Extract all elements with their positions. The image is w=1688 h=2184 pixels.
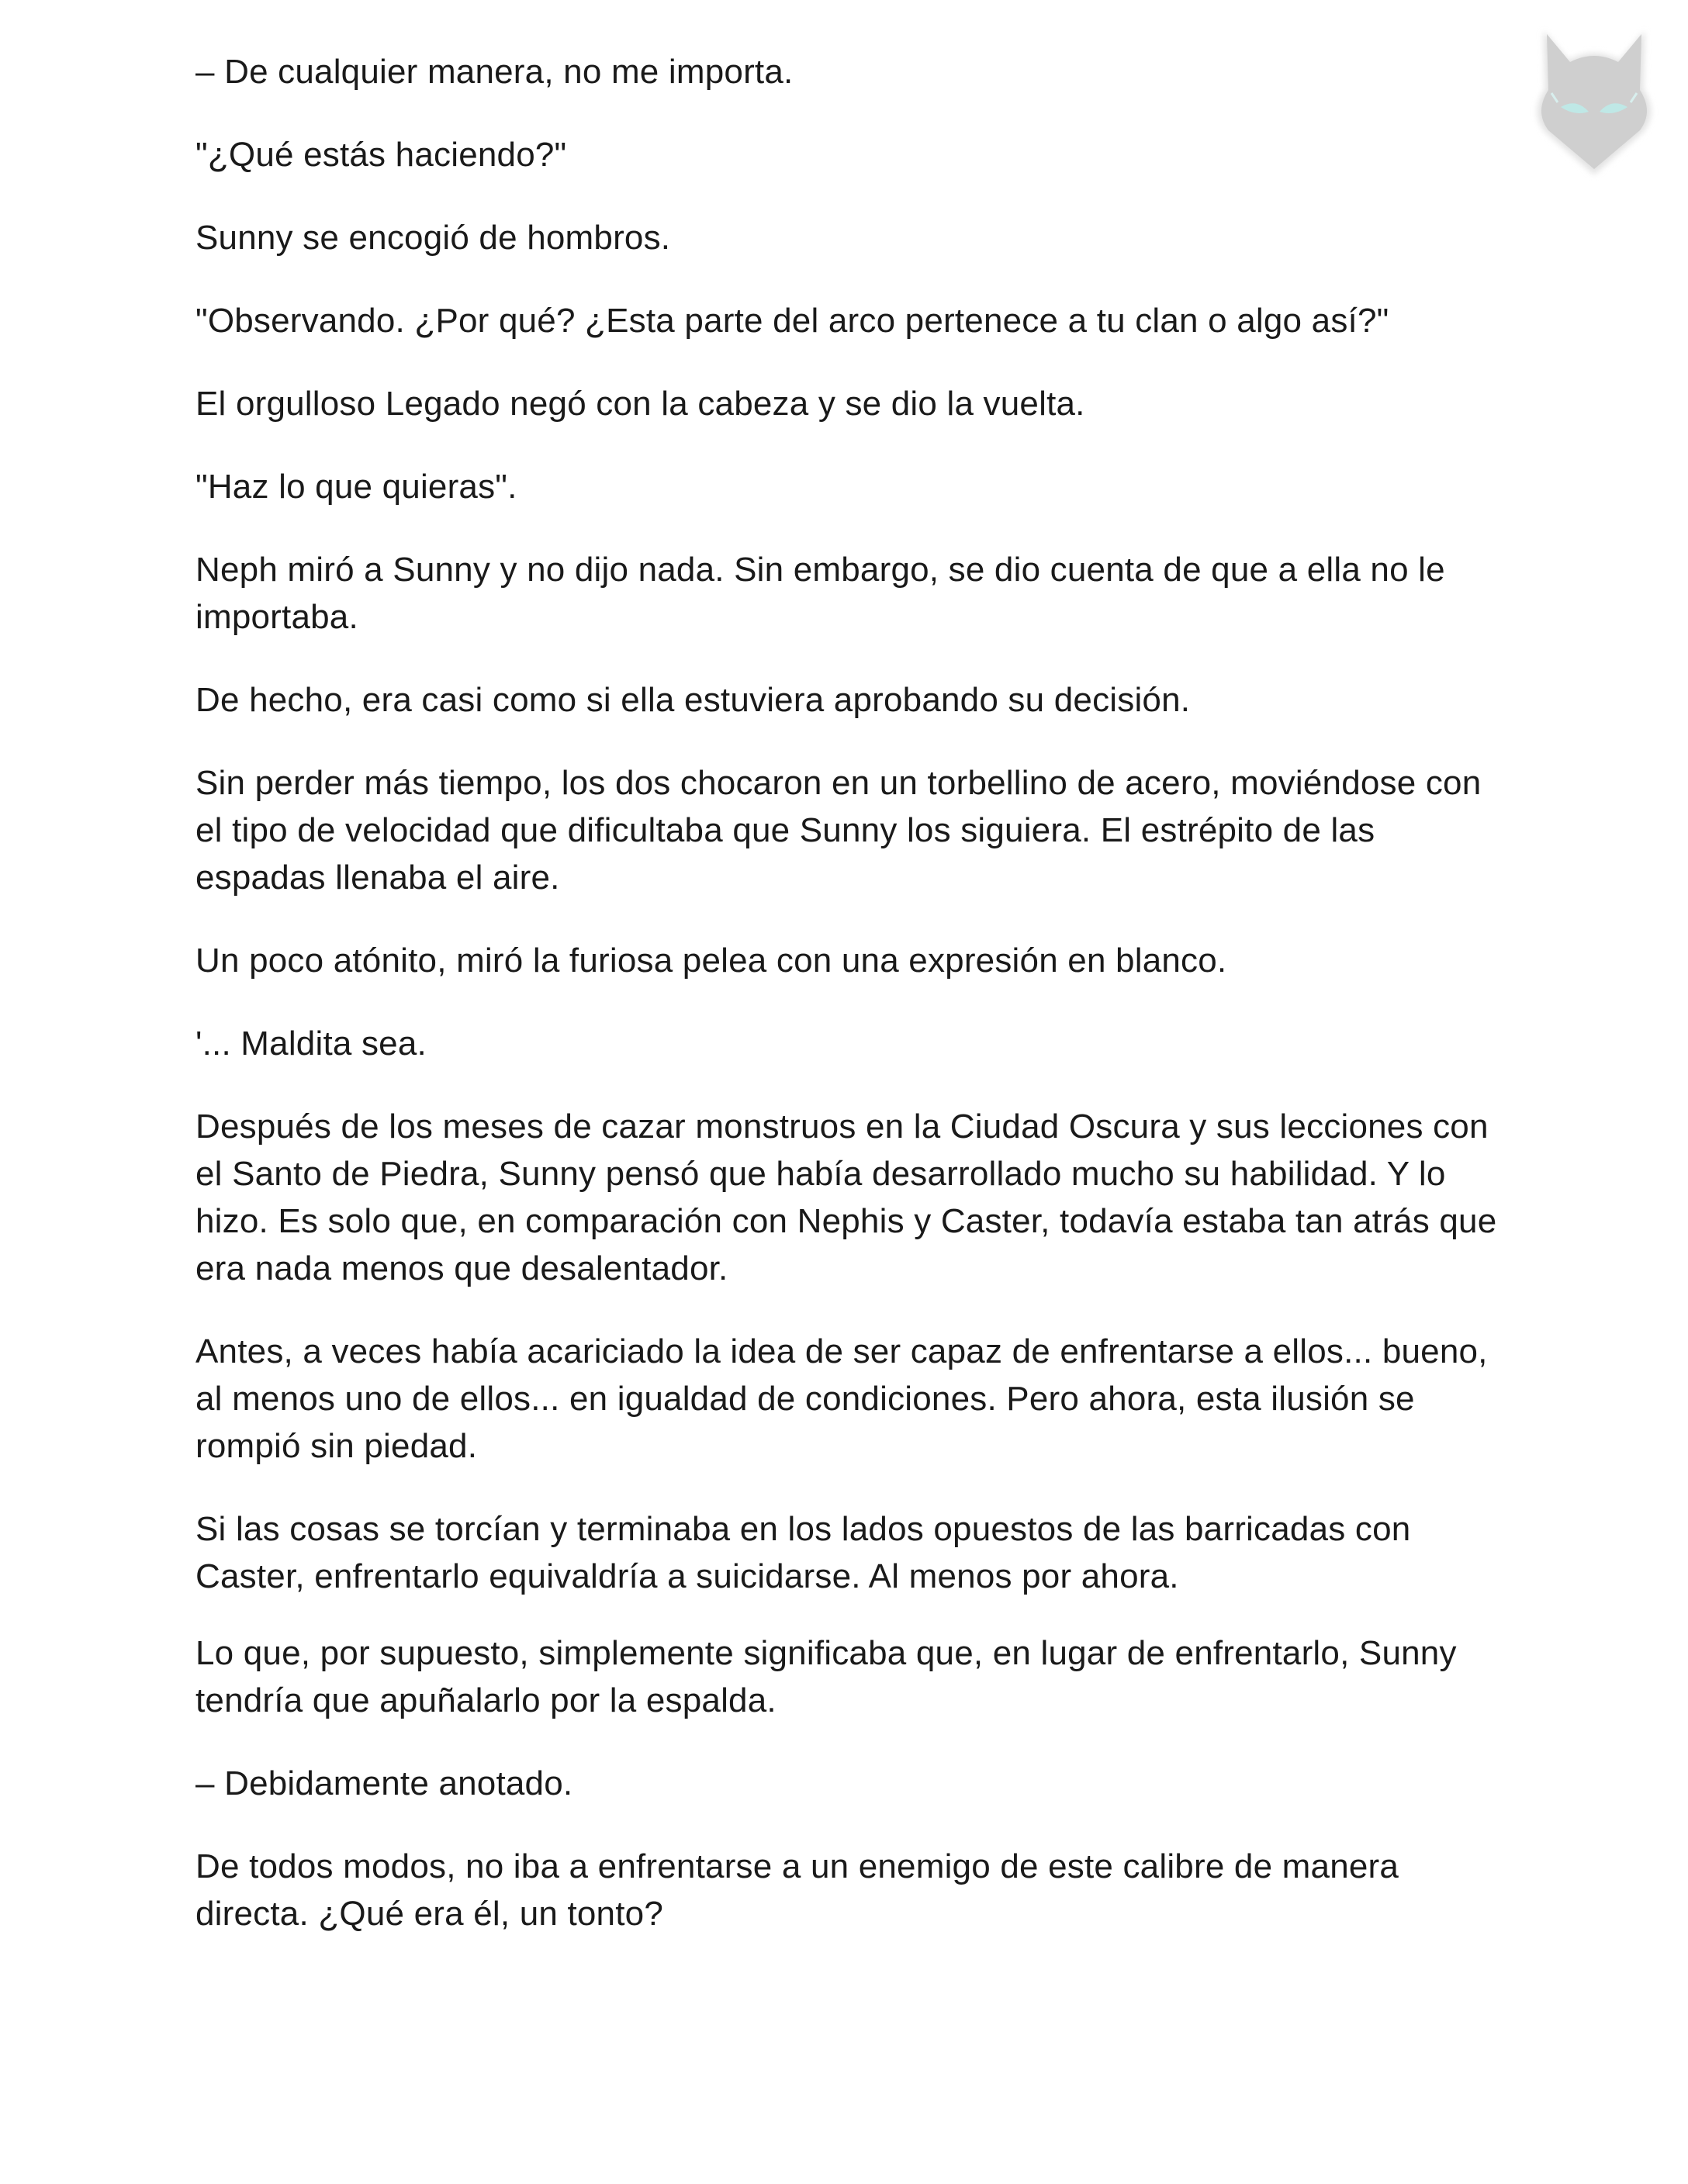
document-body bbox=[195, 48, 1499, 1973]
paragraph: "¿Qué estás haciendo?" bbox=[195, 136, 567, 174]
paragraph: Lo que, por supuesto, simplemente significaba que, en lugar de enfrentarlo, Sunny tendría que apuñalarlo por la espalda. bbox=[195, 1634, 1457, 1719]
paragraph: El orgulloso Legado negó con la cabeza y se dio la vuelta. bbox=[195, 385, 1085, 423]
paragraph: '... Maldita sea. bbox=[195, 1025, 427, 1063]
paragraph: Sunny se encogió de hombros. bbox=[195, 219, 671, 257]
paragraph: – Debidamente anotado. bbox=[195, 1764, 573, 1802]
paragraph: Un poco atónito, miró la furiosa pelea con una expresión en blanco. bbox=[195, 942, 1227, 980]
paragraph: De todos modos, no iba a enfrentarse a un enemigo de este calibre de manera directa. ¿Qué era él, un tonto? bbox=[195, 1847, 1399, 1933]
paragraph: "Haz lo que quieras". bbox=[195, 468, 517, 506]
demon-head-watermark-icon bbox=[1520, 16, 1668, 186]
paragraph: Si las cosas se torcían y terminaba en los lados opuestos de las barricadas con Caster, enfrentarlo equivaldría a suicidarse. Al menos por ahora. bbox=[195, 1510, 1411, 1595]
paragraph: "Observando. ¿Por qué? ¿Esta parte del arco pertenece a tu clan o algo así?" bbox=[195, 302, 1389, 340]
paragraph: Después de los meses de cazar monstruos en la Ciudad Oscura y sus lecciones con el Santo de Piedra, Sunny pensó que había desarrollado mucho su habilidad. Y lo hizo. Es solo que, en comparación con Nephis y Caster, todavía estaba tan atrás que era nada menos que desalentador. bbox=[195, 1108, 1497, 1287]
paragraph: De hecho, era casi como si ella estuviera aprobando su decisión. bbox=[195, 681, 1191, 719]
paragraph: Sin perder más tiempo, los dos chocaron en un torbellino de acero, moviéndose con el tipo de velocidad que dificultaba que Sunny los siguiera. El estrépito de las espadas llenaba el aire. bbox=[195, 764, 1482, 897]
paragraph: Antes, a veces había acariciado la idea de ser capaz de enfrentarse a ellos... bueno, al menos uno de ellos... en igualdad de condiciones. Pero ahora, esta ilusión se rompió sin piedad. bbox=[195, 1332, 1488, 1465]
paragraph: – De cualquier manera, no me importa. bbox=[195, 53, 794, 91]
paragraph: Neph miró a Sunny y no dijo nada. Sin embargo, se dio cuenta de que a ella no le importaba. bbox=[195, 551, 1445, 636]
